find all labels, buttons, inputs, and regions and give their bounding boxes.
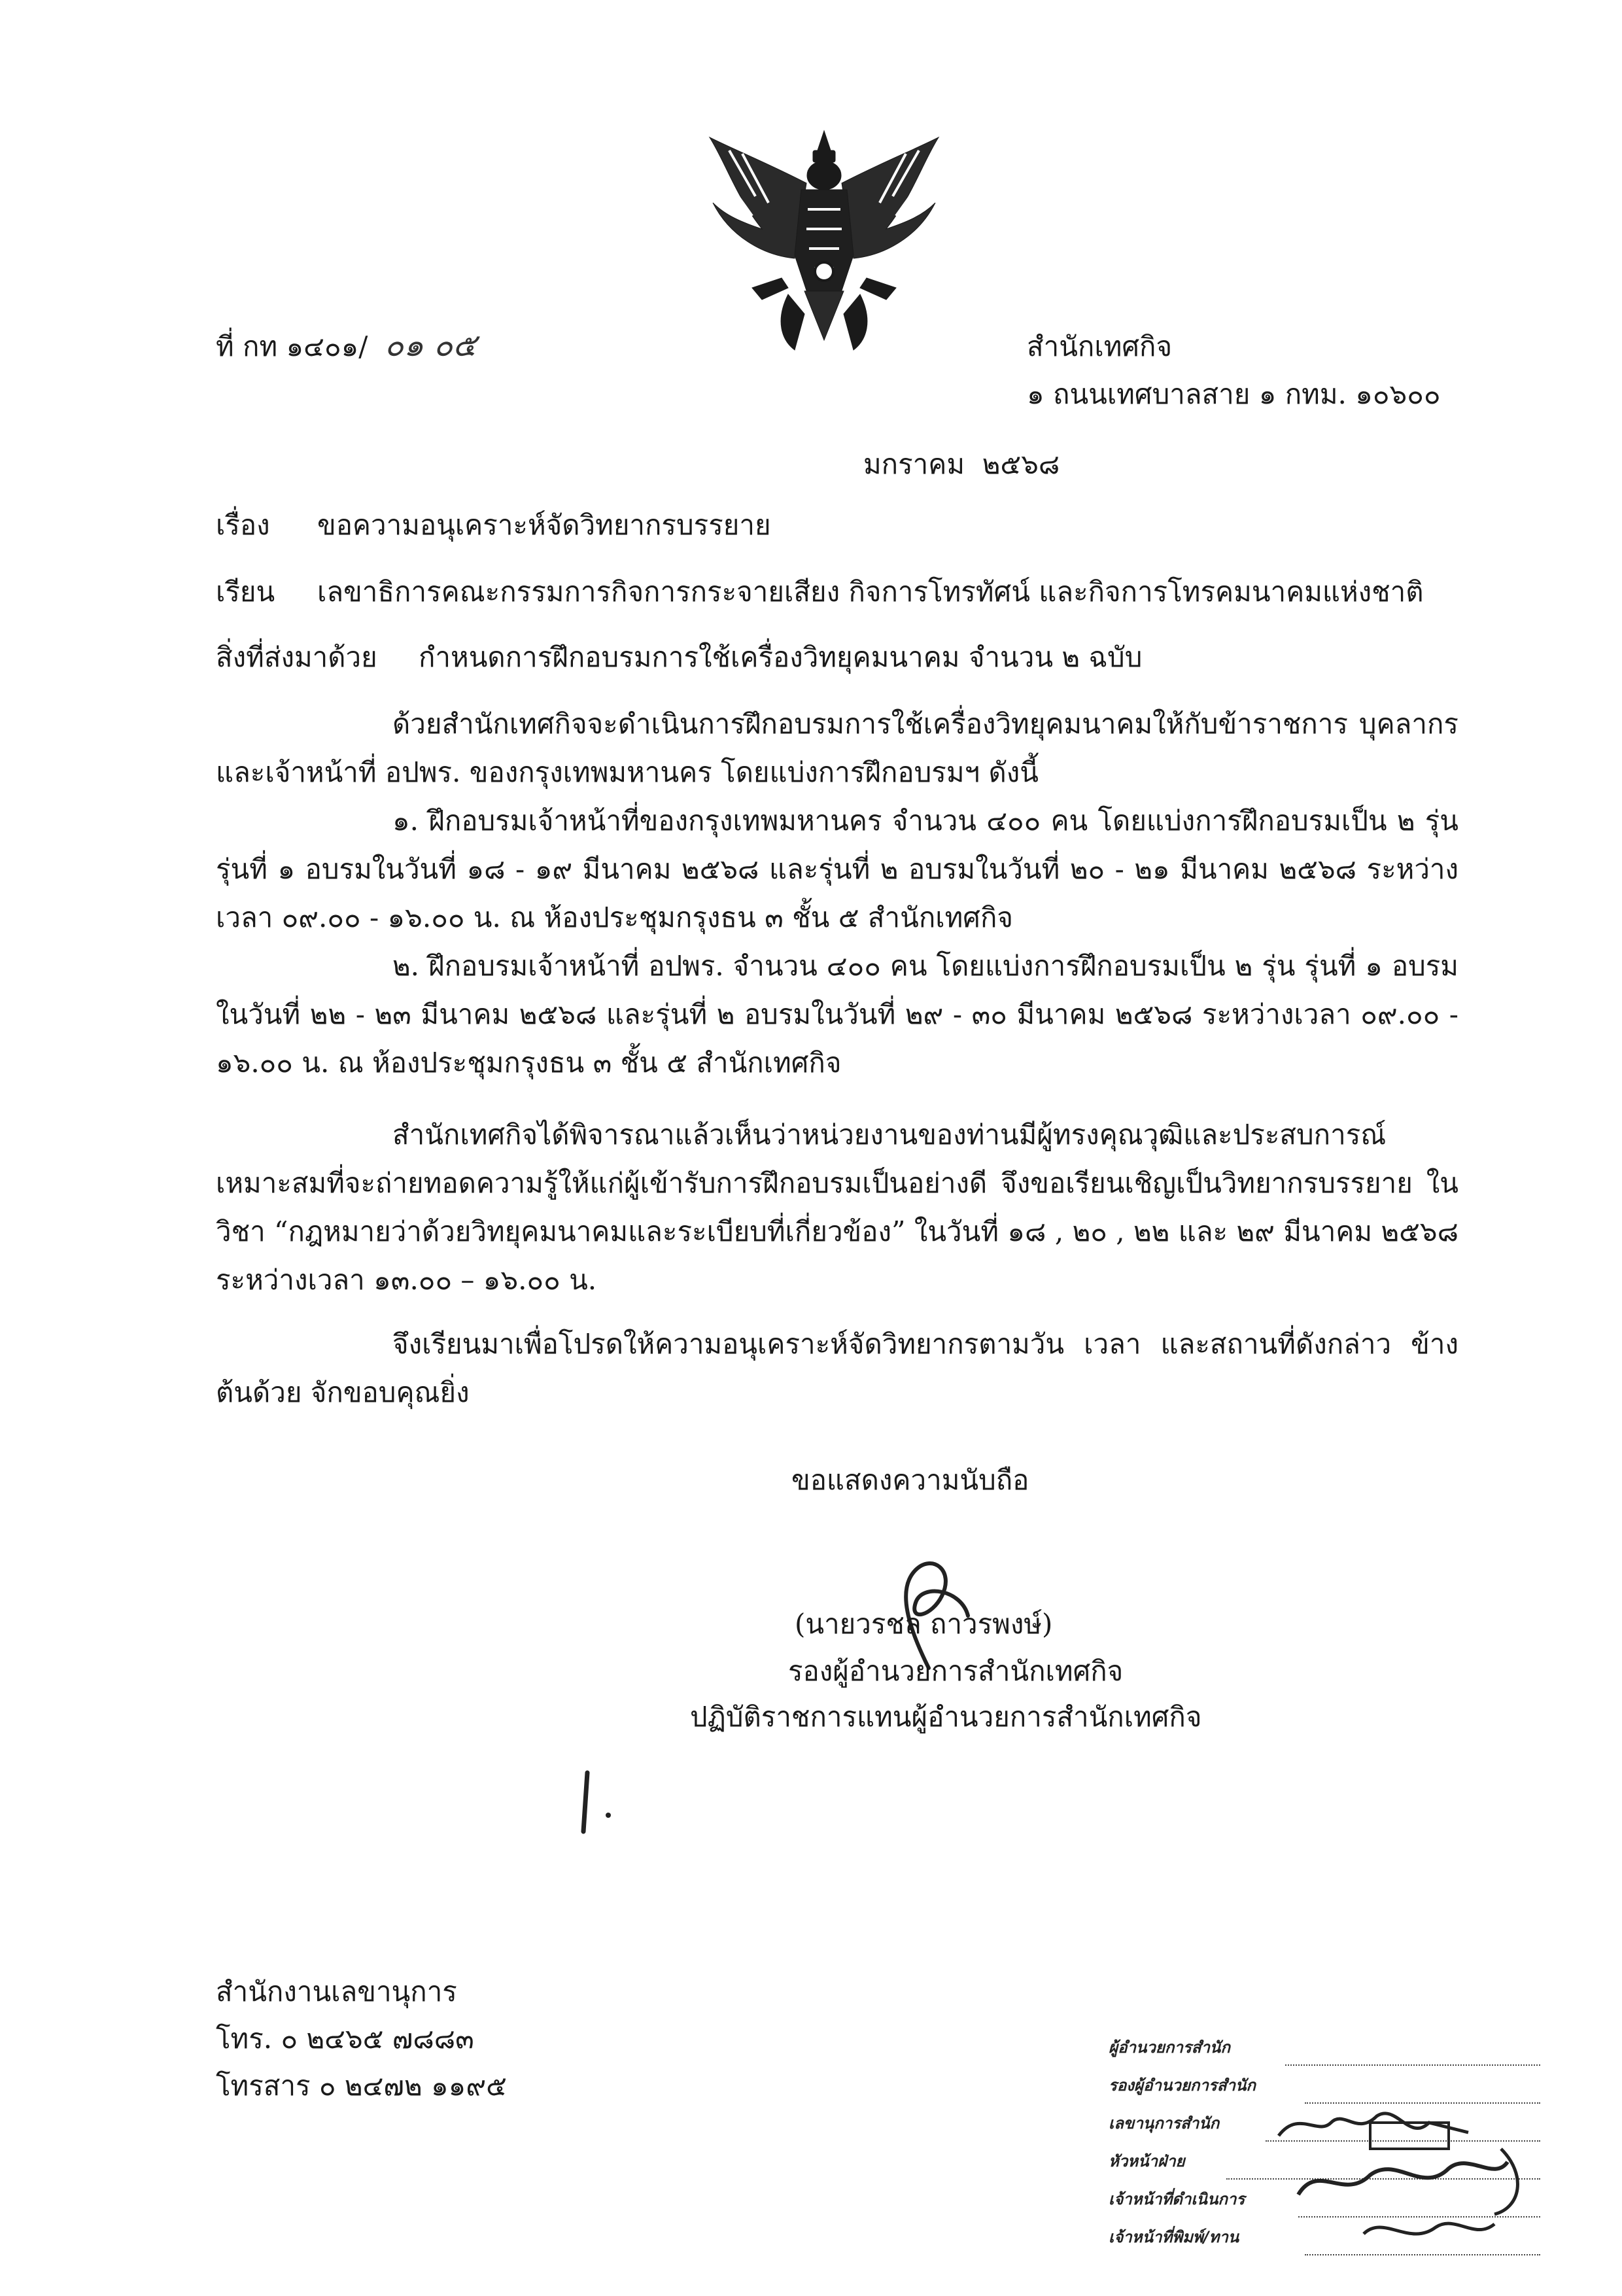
office-name: สำนักเทศกิจ: [1027, 330, 1173, 362]
office-address: ๑ ถนนเทศบาลสาย ๑ กทม. ๑๐๖๐๐: [1027, 378, 1441, 410]
doc-number-handwritten: ๐๑ ๐๕: [384, 327, 477, 364]
stray-mark-icon: [569, 1766, 621, 1838]
body-closing-text: จึงเรียนมาเพื่อโปรดให้ความอนุเคราะห์จัดวิทยากรตามวัน เวลา และสถานที่ดังกล่าว ข้างต้นด้วย จักขอบคุณยิ่ง: [216, 1328, 1458, 1408]
body-closing: [216, 1320, 1458, 1417]
body-item-2: [216, 942, 1458, 1087]
recipient-value: เลขาธิการคณะกรรมการกิจการกระจายเสียง กิจการโทรทัศน์ และกิจการโทรคมนาคมแห่งชาติ: [317, 576, 1424, 608]
footer-fax: โทรสาร ๐ ๒๔๗๒ ๑๑๙๕: [216, 2070, 507, 2102]
body-request: [216, 1111, 1458, 1304]
enclosure-label: สิ่งที่ส่งมาด้วย: [216, 641, 377, 673]
footer-department: สำนักงานเลขานุการ: [216, 1975, 457, 2008]
closing-phrase: ขอแสดงความนับถือ: [791, 1464, 1029, 1496]
signer-acting-position: ปฏิบัติราชการแทนผู้อำนวยการสำนักเทศกิจ: [690, 1701, 1202, 1733]
routing-line: ผู้อำนวยการสำนัก: [1109, 2034, 1540, 2072]
body-item-1: [216, 797, 1458, 942]
garuda-emblem-icon: [690, 124, 958, 366]
body-intro: [216, 700, 1458, 797]
letter-date: มกราคม ๒๕๖๘: [863, 448, 1060, 480]
subject-value: ขอความอนุเคราะห์จัดวิทยากรบรรยาย: [317, 509, 771, 541]
routing-initials-scribble-icon: [1272, 2096, 1534, 2273]
footer-phone: โทร. ๐ ๒๔๖๕ ๗๘๘๓: [216, 2023, 474, 2055]
body-request-text: สำนักเทศกิจได้พิจารณาแล้วเห็นว่าหน่วยงานของท่านมีผู้ทรงคุณวุฒิและประสบการณ์ เหมาะสมที่จะถ่ายทอดความรู้ให้แก่ผู้เข้ารับการฝึกอบรมเป็นอย่างดี จึงขอเรียนเชิญเป็นวิทยากรบรรยาย ในวิชา “กฎหมายว่าด้วยวิทยุคมนาคมและระเบียบที่เกี่ยวข้อง” ในวันที่ ๑๘ , ๒๐ , ๒๒ และ ๒๙ มีนาคม ๒๕๖๘ ระหว่างเวลา ๑๓.๐๐ – ๑๖.๐๐ น.: [216, 1119, 1458, 1296]
routing-line: เจ้าหน้าที่พิมพ์/ทาน: [1109, 2224, 1540, 2262]
routing-line: เจ้าหน้าที่ดำเนินการ: [1109, 2186, 1540, 2224]
subject-label: เรื่อง: [216, 509, 270, 541]
routing-line: หัวหน้าฝ่าย: [1109, 2148, 1540, 2186]
enclosure-value: กำหนดการฝึกอบรมการใช้เครื่องวิทยุคมนาคม จำนวน ๒ ฉบับ: [419, 641, 1143, 673]
body-item-2-text: ๒. ฝึกอบรมเจ้าหน้าที่ อปพร. จำนวน ๔๐๐ คน โดยแบ่งการฝึกอบรมเป็น ๒ รุ่น รุ่นที่ ๑ อบรมในวันที่ ๒๒ - ๒๓ มีนาคม ๒๕๖๘ และรุ่นที่ ๒ อบรมในวันที่ ๒๙ - ๓๐ มีนาคม ๒๕๖๘ ระหว่างเวลา ๐๙.๐๐ - ๑๖.๐๐ น. ณ ห้องประชุมกรุงธน ๓ ชั้น ๕ สำนักเทศกิจ: [216, 950, 1458, 1079]
body-intro-text: ด้วยสำนักเทศกิจจะดำเนินการฝึกอบรมการใช้เครื่องวิทยุคมนาคมให้กับข้าราชการ บุคลากร และเจ้าหน้าที่ อปพร. ของกรุงเทพมหานคร โดยแบ่งการฝึกอบรมฯ ดังนี้: [216, 708, 1458, 788]
recipient-label: เรียน: [216, 576, 275, 608]
body-item-1-text: ๑. ฝึกอบรมเจ้าหน้าที่ของกรุงเทพมหานคร จำนวน ๔๐๐ คน โดยแบ่งการฝึกอบรมเป็น ๒ รุ่น รุ่นที่ ๑ อบรมในวันที่ ๑๘ - ๑๙ มีนาคม ๒๕๖๘ และรุ่นที่ ๒ อบรมในวันที่ ๒๐ - ๒๑ มีนาคม ๒๕๖๘ ระหว่างเวลา ๐๙.๐๐ - ๑๖.๐๐ น. ณ ห้องประชุมกรุงธน ๓ ชั้น ๕ สำนักเทศกิจ: [216, 805, 1458, 933]
signer-name: (นายวรชล ถาวรพงษ์): [795, 1608, 1053, 1640]
routing-box: [1109, 2034, 1540, 2296]
routing-line: เลขานุการสำนัก: [1109, 2110, 1540, 2148]
signer-position: รองผู้อำนวยการสำนักเทศกิจ: [788, 1655, 1124, 1687]
doc-number-label: ที่ กท ๑๔๐๑/: [216, 330, 368, 362]
doc-number: [216, 327, 476, 365]
routing-line: รองผู้อำนวยการสำนัก: [1109, 2072, 1540, 2110]
